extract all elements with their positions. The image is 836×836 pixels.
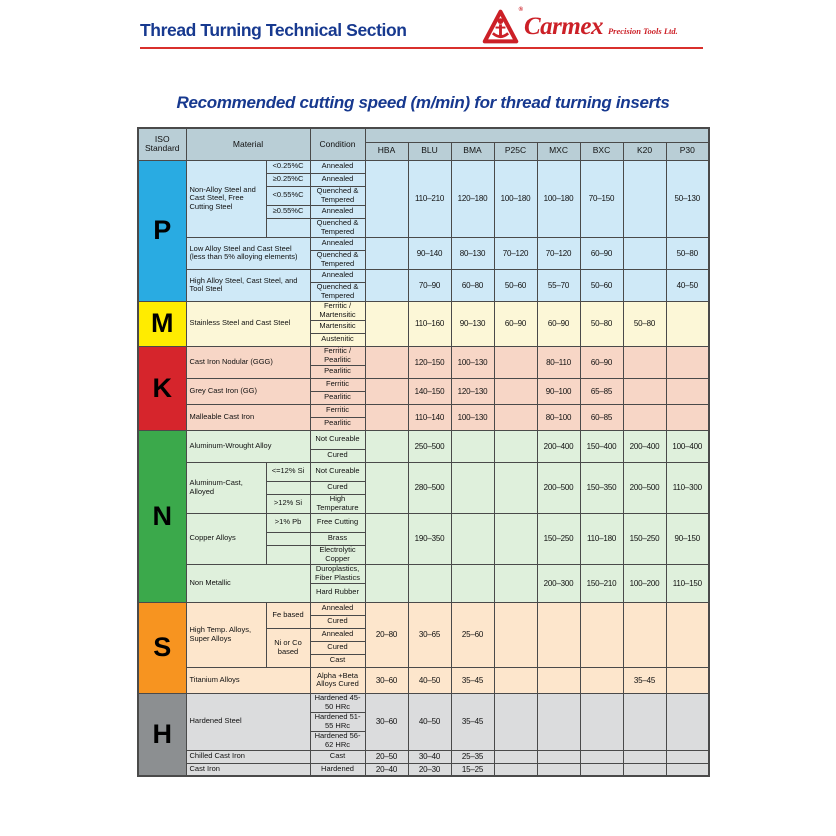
speed-value-cell: 100–180 <box>537 160 580 237</box>
speed-value-cell: 100–400 <box>666 430 709 462</box>
table-row <box>138 160 709 173</box>
subcondition-cell <box>266 481 310 494</box>
subcondition-cell: ≥0.25%C <box>266 173 310 186</box>
iso-letter-M: M <box>138 301 186 346</box>
col-header-grade-blu: BLU <box>408 142 451 160</box>
speed-value-cell: 20–50 <box>365 750 408 763</box>
table-row <box>138 462 709 481</box>
speed-value-cell: 50–130 <box>666 160 709 237</box>
subcondition-cell <box>266 532 310 545</box>
speed-value-cell: 110–150 <box>666 564 709 602</box>
speed-value-cell: 40–50 <box>666 269 709 301</box>
table-row <box>138 667 709 693</box>
condition-cell: Brass <box>310 532 365 545</box>
speed-value-cell: 50–80 <box>623 301 666 346</box>
material-cell: Grey Cast Iron (GG) <box>186 378 310 404</box>
speed-value-cell: 20–30 <box>408 763 451 776</box>
speed-value-cell: 150–250 <box>537 513 580 564</box>
condition-cell: Ferritic <box>310 378 365 391</box>
iso-header-line1: ISO <box>154 133 170 144</box>
subcondition-cell: <0.55%C <box>266 186 310 205</box>
iso-header-line2: Standard <box>145 143 180 154</box>
brand-subtitle: Precision Tools Ltd. <box>607 26 678 36</box>
speed-value-cell <box>365 564 408 602</box>
speed-value-cell: 60–90 <box>494 301 537 346</box>
speed-value-cell <box>666 404 709 430</box>
speed-value-cell: 25–35 <box>451 750 494 763</box>
speed-value-cell: 35–45 <box>451 693 494 750</box>
speed-value-cell: 90–140 <box>408 237 451 269</box>
col-header-grade-p25c: P25C <box>494 142 537 160</box>
speed-value-cell <box>666 667 709 693</box>
speed-value-cell: 40–50 <box>408 667 451 693</box>
col-header-condition: Condition <box>310 128 365 160</box>
subcondition-cell: <=12% Si <box>266 462 310 481</box>
speed-value-cell <box>451 462 494 513</box>
speed-value-cell: 35–45 <box>451 667 494 693</box>
material-cell: Copper Alloys <box>186 513 266 564</box>
speed-value-cell: 50–60 <box>494 269 537 301</box>
table-row <box>138 763 709 776</box>
condition-cell: Ferritic / Martensitic <box>310 301 365 320</box>
speed-value-cell: 150–250 <box>623 513 666 564</box>
speed-value-cell <box>580 667 623 693</box>
cutting-speed-table-wrap <box>137 127 710 777</box>
material-cell: Cast Iron <box>186 763 310 776</box>
iso-letter-K: K <box>138 346 186 430</box>
condition-cell: Pearlitic <box>310 417 365 430</box>
speed-value-cell <box>494 667 537 693</box>
speed-value-cell: 40–50 <box>408 693 451 750</box>
speed-value-cell: 200–300 <box>537 564 580 602</box>
table-row <box>138 602 709 615</box>
speed-value-cell: 20–80 <box>365 602 408 667</box>
condition-cell: Annealed <box>310 602 365 615</box>
condition-cell: Alpha +Beta Alloys Cured <box>310 667 365 693</box>
col-header-grade-bma: BMA <box>451 142 494 160</box>
speed-value-cell <box>623 404 666 430</box>
speed-value-cell: 200–500 <box>537 462 580 513</box>
subcondition-cell: Fe based <box>266 602 310 628</box>
material-cell: Non Metallic <box>186 564 310 602</box>
speed-value-cell <box>666 378 709 404</box>
speed-value-cell: 150–350 <box>580 462 623 513</box>
condition-cell: Hardened 45-50 HRc <box>310 693 365 712</box>
page-title: Thread Turning Technical Section <box>140 20 407 40</box>
subcondition-cell: Ni or Co based <box>266 628 310 667</box>
subcondition-cell <box>266 545 310 564</box>
subcondition-cell <box>266 218 310 237</box>
speed-value-cell <box>623 237 666 269</box>
speed-value-cell: 30–40 <box>408 750 451 763</box>
speed-value-cell <box>494 404 537 430</box>
table-row <box>138 750 709 763</box>
speed-value-cell <box>537 693 580 750</box>
condition-cell: Hardened <box>310 763 365 776</box>
col-header-grade-hba: HBA <box>365 142 408 160</box>
speed-value-cell: 15–25 <box>451 763 494 776</box>
speed-value-cell <box>365 346 408 378</box>
condition-cell: Hardened 51-55 HRc <box>310 712 365 731</box>
speed-value-cell <box>666 602 709 667</box>
speed-value-cell: 100–180 <box>494 160 537 237</box>
condition-cell: Annealed <box>310 205 365 218</box>
speed-value-cell <box>365 378 408 404</box>
condition-cell: Pearlitic <box>310 365 365 378</box>
col-header-iso-standard <box>138 128 186 160</box>
speed-value-cell: 150–400 <box>580 430 623 462</box>
speed-value-cell: 110–160 <box>408 301 451 346</box>
condition-cell: Cured <box>310 481 365 494</box>
speed-value-cell: 70–90 <box>408 269 451 301</box>
speed-value-cell: 30–60 <box>365 667 408 693</box>
material-cell: Non-Alloy Steel and Cast Steel, Free Cutting Steel <box>186 160 266 237</box>
table-row <box>138 346 709 365</box>
speed-value-cell: 100–200 <box>623 564 666 602</box>
condition-cell: Quenched & Tempered <box>310 250 365 269</box>
speed-value-cell: 80–110 <box>537 346 580 378</box>
speed-value-cell <box>494 462 537 513</box>
condition-cell: Not Cureable <box>310 430 365 449</box>
speed-value-cell <box>623 750 666 763</box>
speed-value-cell: 110–210 <box>408 160 451 237</box>
speed-value-cell <box>580 602 623 667</box>
speed-value-cell: 30–60 <box>365 693 408 750</box>
speed-value-cell <box>623 269 666 301</box>
col-header-grade-bxc: BXC <box>580 142 623 160</box>
material-cell: Chilled Cast Iron <box>186 750 310 763</box>
table-row <box>138 301 709 320</box>
speed-value-cell: 110–180 <box>580 513 623 564</box>
speed-value-cell: 110–140 <box>408 404 451 430</box>
col-header-material: Material <box>186 128 310 160</box>
speed-value-cell <box>365 237 408 269</box>
speed-value-cell <box>623 160 666 237</box>
speed-value-cell: 120–130 <box>451 378 494 404</box>
condition-cell: Pearlitic <box>310 391 365 404</box>
speed-value-cell: 55–70 <box>537 269 580 301</box>
speed-value-cell <box>666 750 709 763</box>
speed-value-cell: 120–150 <box>408 346 451 378</box>
speed-value-cell <box>537 667 580 693</box>
speed-value-cell <box>494 763 537 776</box>
material-cell: Aluminum-Cast, Alloyed <box>186 462 266 513</box>
condition-cell: Ferritic <box>310 404 365 417</box>
speed-value-cell: 200–400 <box>537 430 580 462</box>
speed-value-cell: 35–45 <box>623 667 666 693</box>
speed-value-cell <box>623 378 666 404</box>
subcondition-cell: <0.25%C <box>266 160 310 173</box>
speed-value-cell: 65–85 <box>580 378 623 404</box>
speed-value-cell: 90–150 <box>666 513 709 564</box>
condition-cell: High Temperature <box>310 494 365 513</box>
speed-value-cell: 90–100 <box>537 378 580 404</box>
material-cell: Cast Iron Nodular (GGG) <box>186 346 310 378</box>
registered-mark: ® <box>518 7 523 13</box>
speed-value-cell: 70–120 <box>537 237 580 269</box>
speed-value-cell <box>494 564 537 602</box>
speed-value-cell <box>494 346 537 378</box>
speed-value-cell <box>494 602 537 667</box>
speed-value-cell: 20–40 <box>365 763 408 776</box>
speed-value-cell: 60–90 <box>537 301 580 346</box>
table-row <box>138 693 709 712</box>
iso-letter-S: S <box>138 602 186 693</box>
speed-value-cell: 120–180 <box>451 160 494 237</box>
speed-value-cell: 150–210 <box>580 564 623 602</box>
speed-value-cell <box>365 269 408 301</box>
speed-value-cell <box>365 513 408 564</box>
speed-value-cell: 250–500 <box>408 430 451 462</box>
speed-value-cell: 90–130 <box>451 301 494 346</box>
col-header-grade-k20: K20 <box>623 142 666 160</box>
speed-value-cell <box>666 301 709 346</box>
speed-value-cell <box>580 763 623 776</box>
speed-value-cell: 30–65 <box>408 602 451 667</box>
subcondition-cell: >1% Pb <box>266 513 310 532</box>
speed-value-cell <box>666 763 709 776</box>
speed-value-cell <box>494 693 537 750</box>
material-cell: High Alloy Steel, Cast Steel, and Tool Steel <box>186 269 310 301</box>
speed-value-cell <box>451 564 494 602</box>
condition-cell: Cast <box>310 654 365 667</box>
table-row <box>138 564 709 583</box>
speed-value-cell: 190–350 <box>408 513 451 564</box>
speed-value-cell: 60–85 <box>580 404 623 430</box>
speed-value-cell <box>365 301 408 346</box>
speed-value-cell: 50–80 <box>666 237 709 269</box>
speed-value-cell <box>494 378 537 404</box>
speed-value-cell: 100–130 <box>451 404 494 430</box>
table-row <box>138 404 709 417</box>
carmex-logo <box>482 8 708 46</box>
speed-value-cell: 60–90 <box>580 237 623 269</box>
speed-value-cell: 80–130 <box>451 237 494 269</box>
speed-value-cell <box>623 763 666 776</box>
condition-cell: Hardened 56-62 HRc <box>310 731 365 750</box>
table-row <box>138 513 709 532</box>
speed-value-cell: 280–500 <box>408 462 451 513</box>
col-header-grade-p30: P30 <box>666 142 709 160</box>
speed-value-cell <box>537 602 580 667</box>
col-header-grade-mxc: MXC <box>537 142 580 160</box>
brand-name: Carmex <box>524 13 603 40</box>
material-cell: Malleable Cast Iron <box>186 404 310 430</box>
material-cell: Titanium Alloys <box>186 667 310 693</box>
condition-cell: Annealed <box>310 269 365 282</box>
condition-cell: Austenitic <box>310 333 365 346</box>
speed-value-cell <box>580 693 623 750</box>
subcondition-cell: ≥0.55%C <box>266 205 310 218</box>
subcondition-cell: >12% Si <box>266 494 310 513</box>
speed-value-cell <box>623 693 666 750</box>
material-cell: Aluminum-Wrought Alloy <box>186 430 310 462</box>
condition-cell: Not Cureable <box>310 462 365 481</box>
speed-value-cell <box>537 763 580 776</box>
condition-cell: Ferritic / Pearlitic <box>310 346 365 365</box>
speed-value-cell: 70–150 <box>580 160 623 237</box>
condition-cell: Annealed <box>310 237 365 250</box>
condition-cell: Quenched & Tempered <box>310 218 365 237</box>
cutting-speed-table <box>137 127 710 777</box>
speed-value-cell <box>494 750 537 763</box>
speed-value-cell <box>666 693 709 750</box>
speed-value-cell: 100–130 <box>451 346 494 378</box>
iso-letter-P: P <box>138 160 186 301</box>
material-cell: Stainless Steel and Cast Steel <box>186 301 310 346</box>
speed-value-cell: 50–80 <box>580 301 623 346</box>
speed-value-cell <box>494 430 537 462</box>
speed-value-cell <box>365 160 408 237</box>
material-cell: Hardened Steel <box>186 693 310 750</box>
condition-cell: Annealed <box>310 628 365 641</box>
condition-cell: Cast <box>310 750 365 763</box>
condition-cell: Annealed <box>310 160 365 173</box>
speed-value-cell: 140–150 <box>408 378 451 404</box>
iso-letter-N: N <box>138 430 186 602</box>
condition-cell: Cured <box>310 449 365 462</box>
condition-cell: Annealed <box>310 173 365 186</box>
condition-cell: Cured <box>310 615 365 628</box>
speed-value-cell: 200–400 <box>623 430 666 462</box>
speed-value-cell <box>408 564 451 602</box>
condition-cell: Free Cutting <box>310 513 365 532</box>
material-cell: High Temp. Alloys, Super Alloys <box>186 602 266 667</box>
speed-value-cell <box>623 602 666 667</box>
speed-value-cell: 110–300 <box>666 462 709 513</box>
condition-cell: Martensitic <box>310 320 365 333</box>
header-divider <box>140 47 703 49</box>
table-row <box>138 378 709 391</box>
speed-value-cell: 50–60 <box>580 269 623 301</box>
condition-cell: Quenched & Tempered <box>310 282 365 301</box>
condition-cell: Quenched & Tempered <box>310 186 365 205</box>
table-row <box>138 237 709 250</box>
speed-value-cell <box>451 513 494 564</box>
condition-cell: Electrolytic Copper <box>310 545 365 564</box>
speed-value-cell <box>537 750 580 763</box>
condition-cell: Hard Rubber <box>310 583 365 602</box>
table-row <box>138 269 709 282</box>
speed-value-cell <box>365 404 408 430</box>
condition-cell: Duroplastics, Fiber Plastics <box>310 564 365 583</box>
speed-value-cell: 60–80 <box>451 269 494 301</box>
speed-value-cell: 25–60 <box>451 602 494 667</box>
iso-letter-H: H <box>138 693 186 776</box>
speed-value-cell: 70–120 <box>494 237 537 269</box>
speed-value-cell <box>623 346 666 378</box>
speed-value-cell <box>494 513 537 564</box>
speed-value-cell: 200–500 <box>623 462 666 513</box>
condition-cell: Cured <box>310 641 365 654</box>
carmex-triangle-icon <box>482 7 523 45</box>
table-row <box>138 430 709 449</box>
speed-value-cell <box>666 346 709 378</box>
speed-value-cell <box>365 430 408 462</box>
speed-value-cell <box>365 462 408 513</box>
table-title: Recommended cutting speed (m/min) for thread turning inserts <box>176 93 670 112</box>
speed-value-cell <box>451 430 494 462</box>
speed-value-cell: 60–90 <box>580 346 623 378</box>
material-cell: Low Alloy Steel and Cast Steel (less than 5% alloying elements) <box>186 237 310 269</box>
speed-value-cell: 80–100 <box>537 404 580 430</box>
grades-top-band <box>365 128 709 142</box>
speed-value-cell <box>580 750 623 763</box>
